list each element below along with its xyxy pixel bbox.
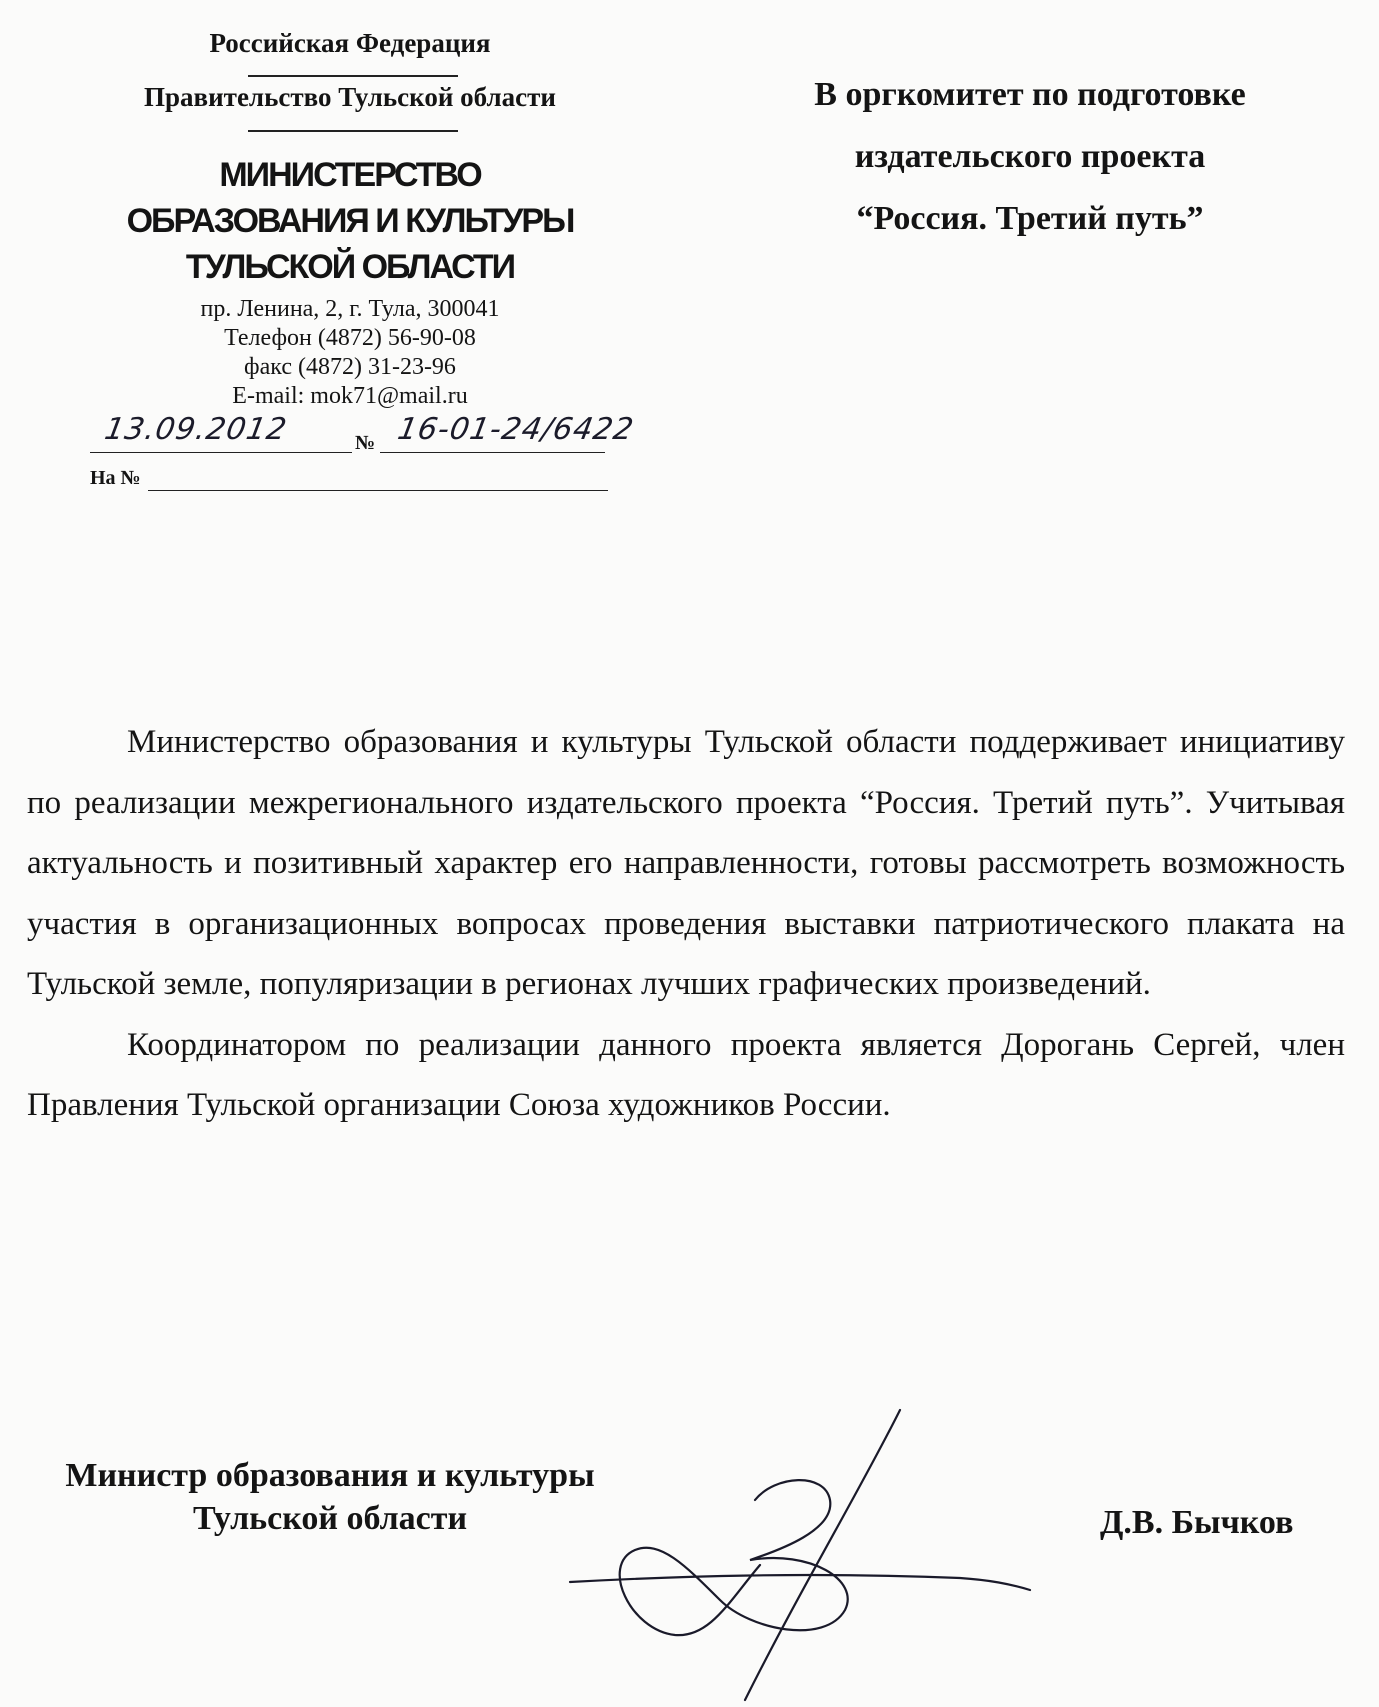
addressee-block <box>730 64 1330 250</box>
ministry-line-1: МИНИСТЕРСТВО <box>219 156 481 194</box>
body-paragraph: Министерство образования и культуры Тульской области поддерживает инициативу по реализации межрегионального издательского проекта “Россия. Третий путь”. Учитывая актуальность и позитивный характер его направленности, готовы рассмотреть возможность участия в организационных вопросах проведения выставки патриотического плаката на Тульской земле, популяризации в регионах лучших графических произведений. <box>27 724 1345 1002</box>
ministry-address-block <box>90 295 610 411</box>
address-street: пр. Ленина, 2, г. Тула, 300041 <box>200 296 500 322</box>
letterhead-country: Российская Федерация <box>209 28 491 58</box>
signatory-title-line-1: Министр образования и культуры <box>65 1457 595 1494</box>
handwritten-signature <box>560 1400 1060 1705</box>
signature-slash-stroke <box>745 1410 900 1700</box>
address-fax: факс (4872) 31-23-96 <box>244 354 456 380</box>
date-underline <box>90 452 352 453</box>
addressee-line-1: В оргкомитет по подготовке <box>814 76 1246 113</box>
ministry-name <box>70 152 630 290</box>
signatory-title-line-2: Тульской области <box>192 1500 468 1537</box>
ministry-line-2: ОБРАЗОВАНИЯ И КУЛЬТУРЫ <box>126 202 574 240</box>
signature-loop-stroke <box>620 1480 848 1635</box>
ministry-line-3: ТУЛЬСКОЙ ОБЛАСТИ <box>185 248 515 286</box>
letterhead-rule-top <box>248 75 458 77</box>
address-email: E-mail: mok71@mail.ru <box>232 383 468 409</box>
handwritten-date: 13.09.2012 <box>101 412 290 447</box>
letterhead-government: Правительство Тульской области <box>144 82 556 112</box>
signatory-name: Д.В. Бычков <box>1100 1504 1294 1541</box>
reply-label: На № <box>90 467 141 489</box>
number-underline <box>380 452 605 453</box>
letterhead-rule-bottom <box>248 130 458 132</box>
letter-body <box>27 712 1345 1136</box>
addressee-line-3: “Россия. Третий путь” <box>856 200 1204 237</box>
reply-underline <box>148 490 608 491</box>
body-paragraph: Координатором по реализации данного проекта является Дорогань Сергей, член Правления Тульской организации Союза художников России. <box>27 1026 1345 1123</box>
signatory-title <box>20 1454 640 1540</box>
address-phone: Телефон (4872) 56-90-08 <box>224 325 476 351</box>
number-sign: № <box>355 432 376 454</box>
addressee-line-2: издательского проекта <box>854 138 1206 175</box>
handwritten-number: 16-01-24/6422 <box>394 412 637 447</box>
signature-underline-stroke <box>570 1575 1030 1590</box>
